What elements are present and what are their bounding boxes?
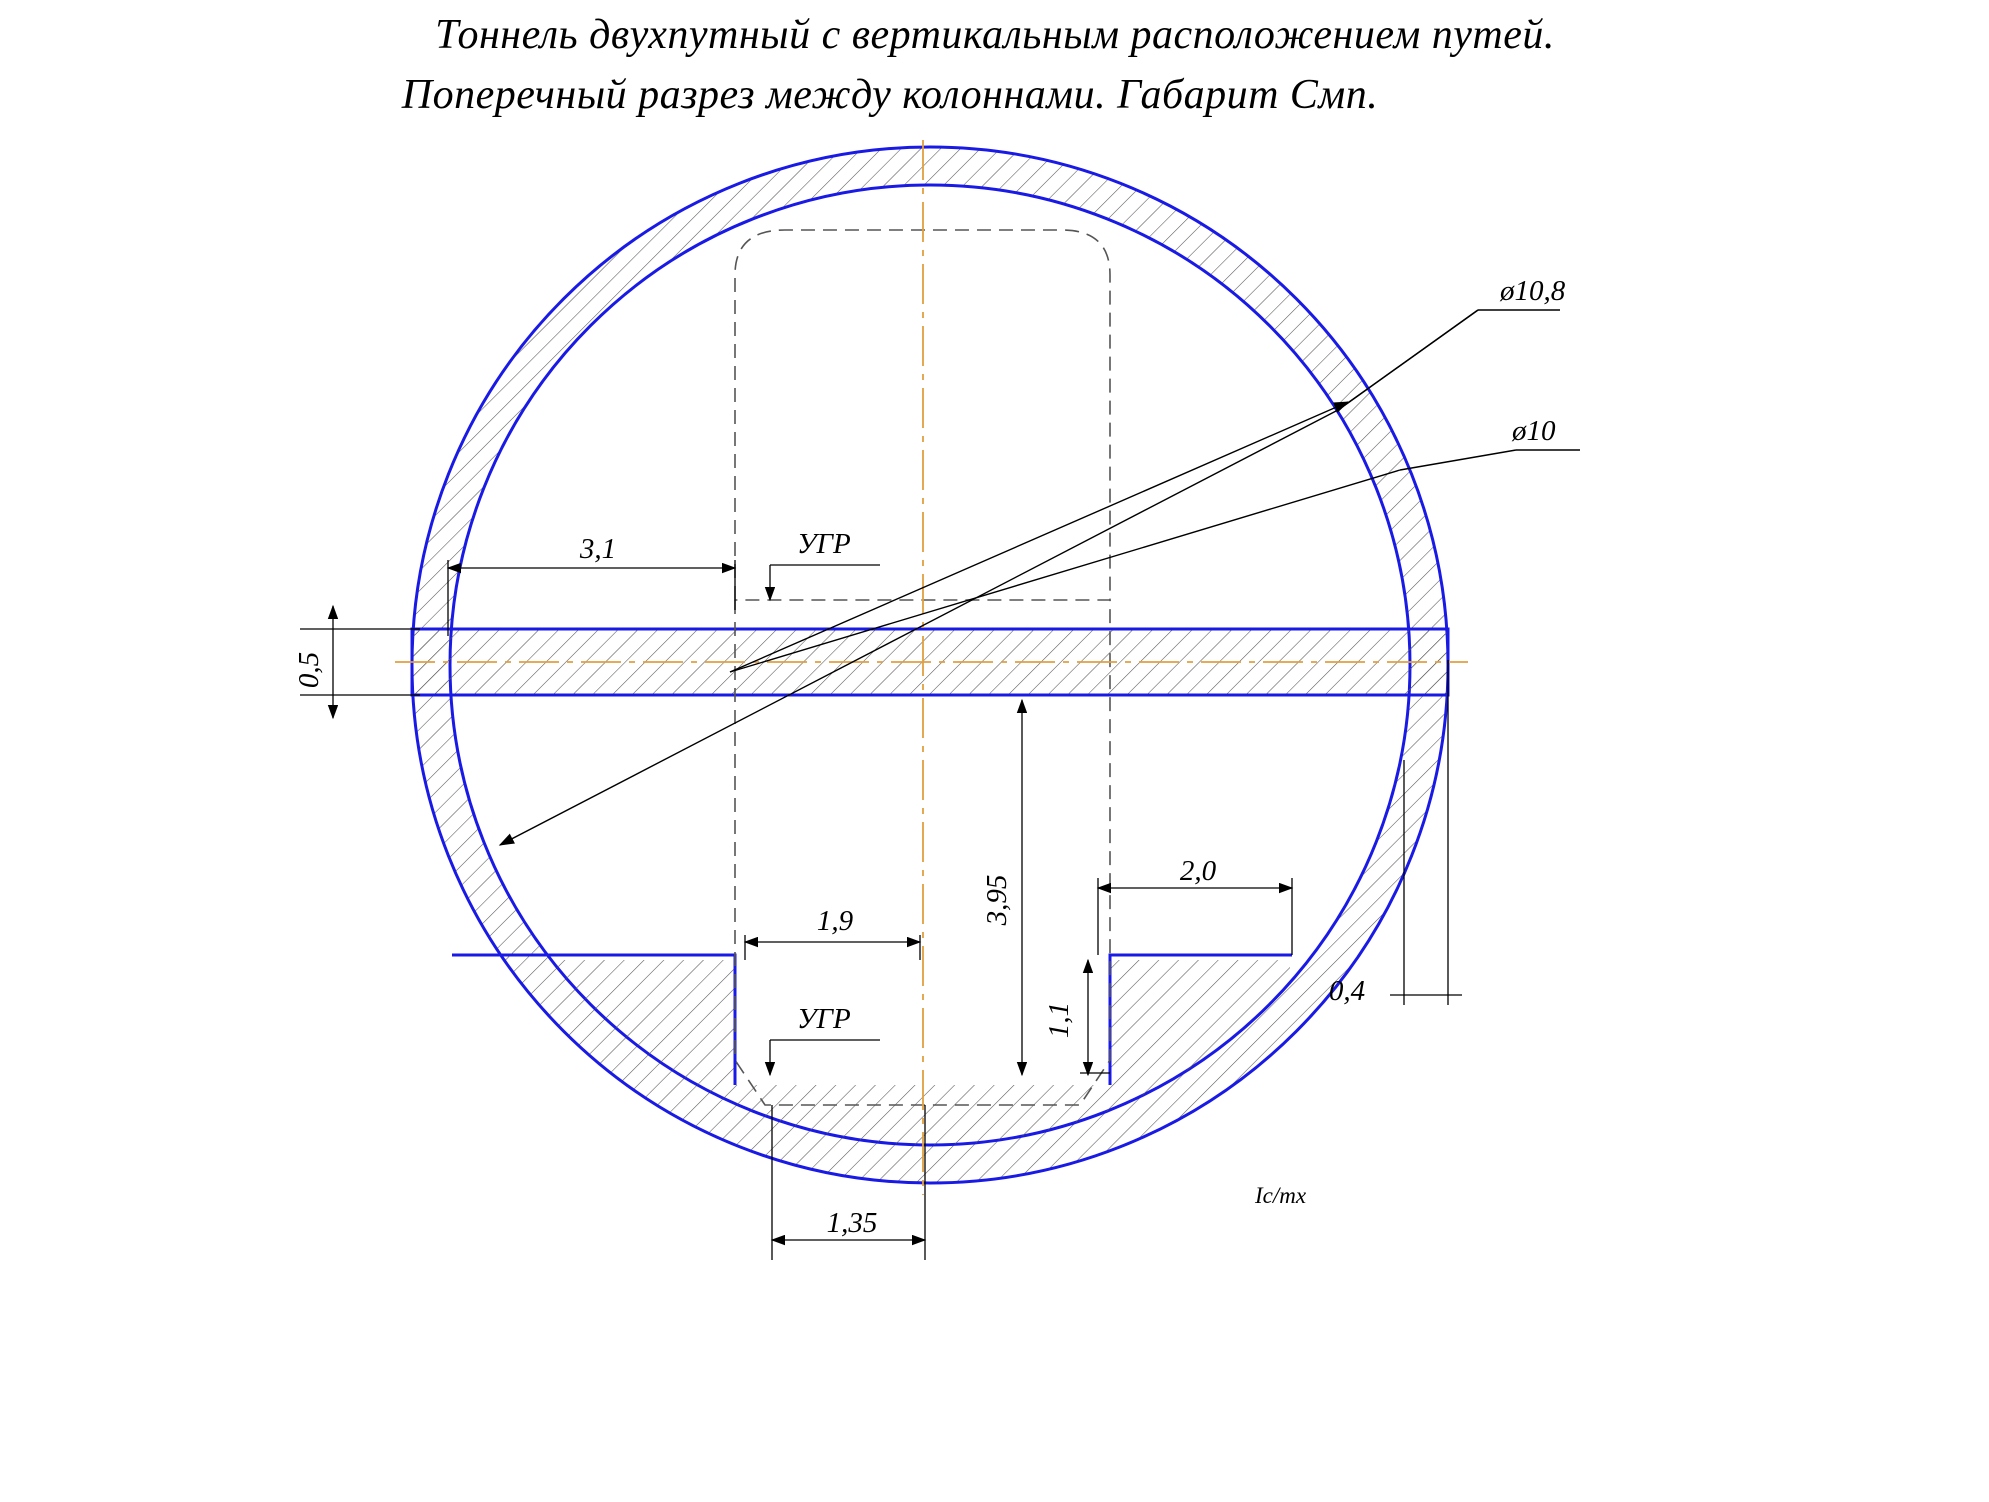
dim-0-4-label: 0,4 xyxy=(1328,975,1366,1007)
dim-1-9-label: 1,9 xyxy=(816,905,854,937)
dim-0-5-label: 0,5 xyxy=(293,651,325,689)
bottom-note: Iс/mx xyxy=(1255,1183,1307,1208)
ugr-lower-label: УГР xyxy=(797,1003,851,1035)
dim-1-1-label: 1,1 xyxy=(1043,1001,1075,1039)
dim-outer-diameter: ø10,8 xyxy=(1500,275,1566,307)
dim-3-95-label: 3,95 xyxy=(981,874,1013,926)
ugr-upper-label: УГР xyxy=(797,528,851,560)
dim-2-0-label: 2,0 xyxy=(1179,855,1217,887)
dim-inner-diameter: ø10 xyxy=(1512,415,1556,447)
dim-1-35-label: 1,35 xyxy=(826,1207,878,1239)
dim-3-1-label: 3,1 xyxy=(579,533,617,565)
